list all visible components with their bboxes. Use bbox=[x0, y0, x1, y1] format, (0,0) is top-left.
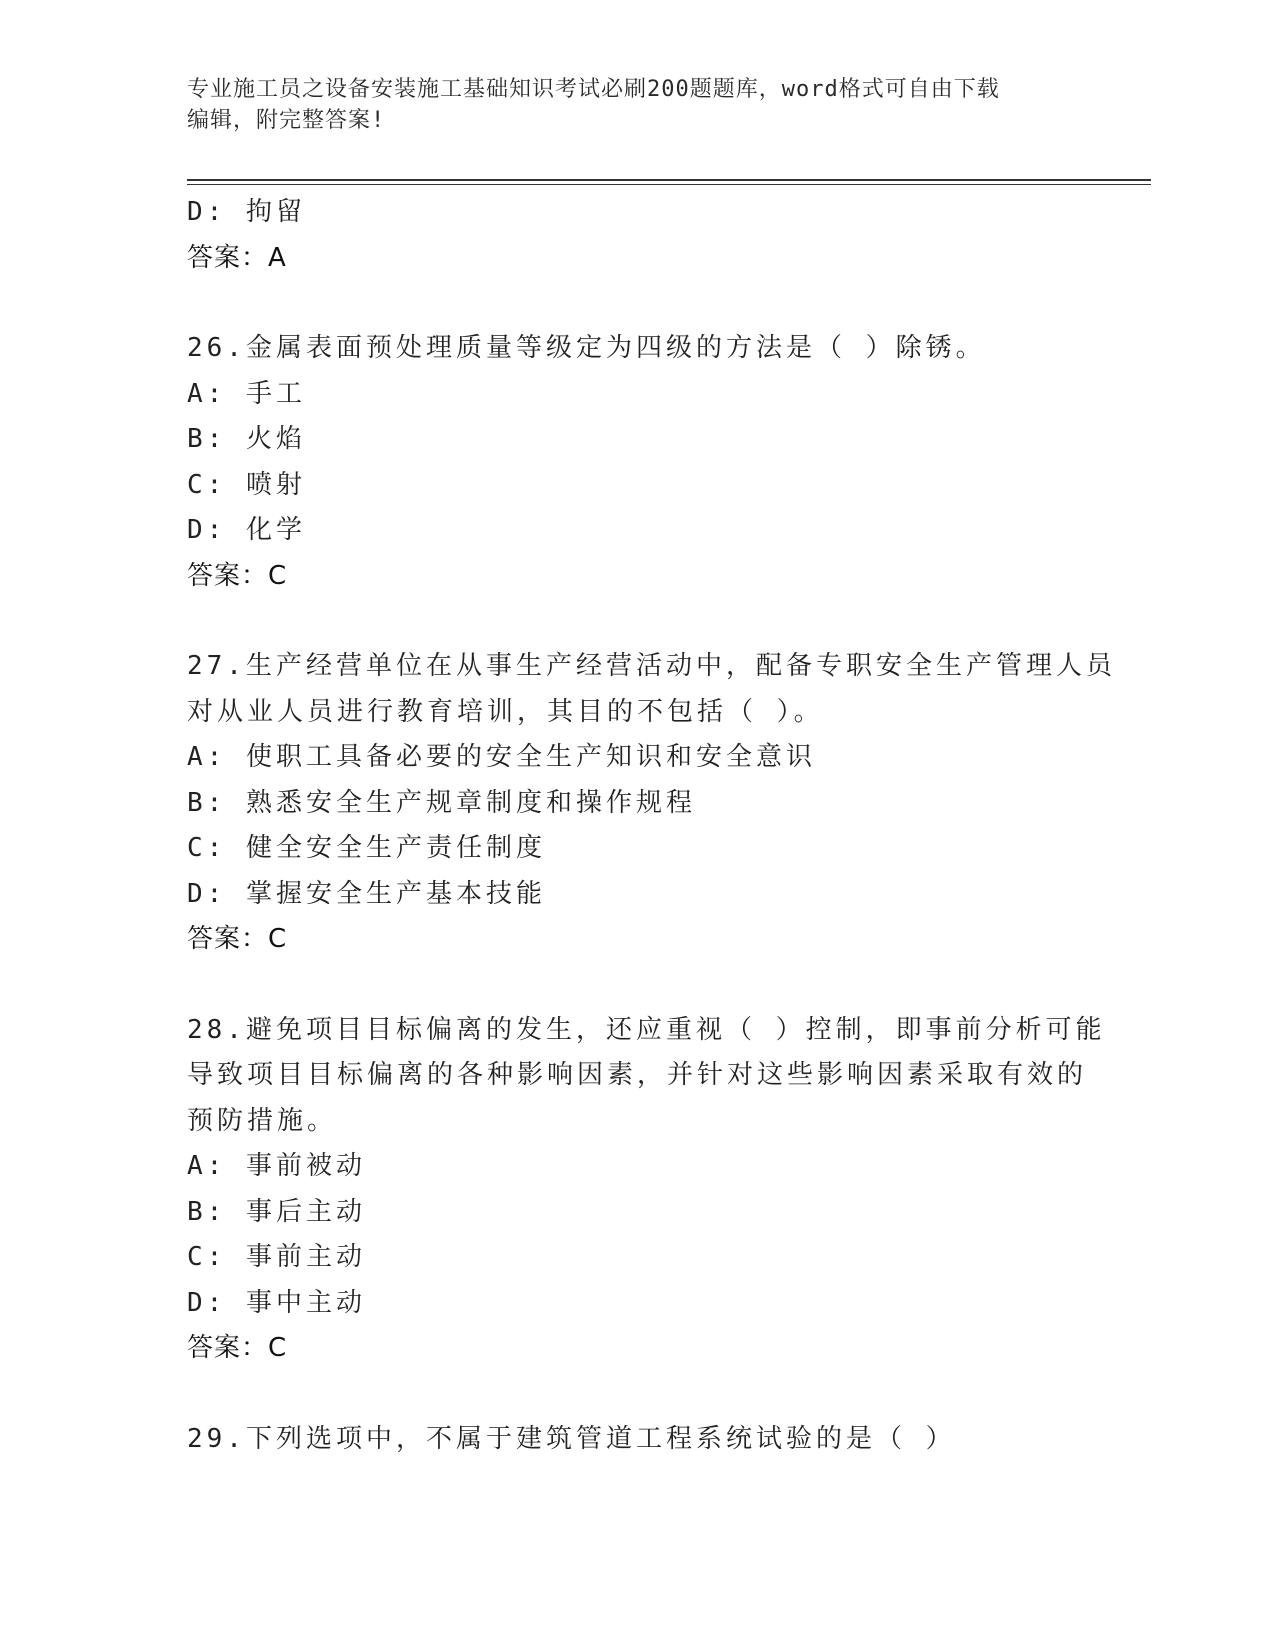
question-text-line3: 预防措施。 bbox=[187, 1105, 338, 1136]
option-b: B: 事后主动 bbox=[187, 1196, 366, 1227]
document-header bbox=[187, 74, 1067, 136]
option-c: C: 喷射 bbox=[187, 469, 306, 500]
question-block-27 bbox=[187, 644, 1116, 963]
option-b: B: 熟悉安全生产规章制度和操作规程 bbox=[187, 787, 696, 818]
header-divider-thick bbox=[187, 179, 1151, 181]
question-block-28 bbox=[187, 1008, 1106, 1372]
question-text: 26.金属表面预处理质量等级定为四级的方法是（ ）除锈。 bbox=[187, 333, 986, 363]
question-text-line2: 对从业人员进行教育培训，其目的不包括（ ）。 bbox=[187, 696, 824, 727]
header-title-line2: 编辑，附完整答案! bbox=[187, 108, 386, 133]
question-text-line1: 28.避免项目目标偏离的发生，还应重视（ ）控制，即事前分析可能 bbox=[187, 1014, 1106, 1045]
question-block-25 bbox=[187, 190, 1087, 281]
question-text-line1: 27.生产经营单位在从事生产经营活动中，配备专职安全生产管理人员 bbox=[187, 651, 1116, 681]
answer-label: 答案：C bbox=[187, 1333, 288, 1363]
header-divider-thin bbox=[187, 184, 1151, 185]
option-c: C: 健全安全生产责任制度 bbox=[187, 833, 546, 863]
question-text: 29.下列选项中，不属于建筑管道工程系统试验的是（ ） bbox=[187, 1423, 956, 1454]
option-a: A: 手工 bbox=[187, 378, 306, 409]
question-text-line2: 导致项目目标偏离的各种影响因素，并针对这些影响因素采取有效的 bbox=[187, 1060, 1088, 1090]
answer-label: 答案：C bbox=[187, 924, 288, 954]
answer-label: 答案：A bbox=[187, 242, 287, 273]
question-list bbox=[187, 190, 1116, 1462]
option-a: A: 使职工具备必要的安全生产知识和安全意识 bbox=[187, 742, 816, 772]
option-c: C: 事前主动 bbox=[187, 1242, 366, 1272]
spacer bbox=[187, 1372, 1087, 1417]
header-title-line1: 专业施工员之设备安装施工基础知识考试必刷200题题库，word格式可自由下载 bbox=[187, 77, 1000, 102]
question-block-29 bbox=[187, 1417, 1087, 1463]
option-d: D: 事中主动 bbox=[187, 1287, 366, 1318]
spacer bbox=[187, 599, 1087, 644]
question-block-26 bbox=[187, 326, 1087, 599]
option-d: D: 掌握安全生产基本技能 bbox=[187, 878, 546, 909]
spacer bbox=[187, 281, 1087, 326]
answer-label: 答案：C bbox=[187, 560, 288, 591]
spacer bbox=[187, 963, 1087, 1008]
option-b: B: 火焰 bbox=[187, 424, 306, 454]
option-d: D: 拘留 bbox=[187, 197, 306, 227]
option-d: D: 化学 bbox=[187, 515, 306, 545]
option-a: A: 事前被动 bbox=[187, 1151, 366, 1181]
